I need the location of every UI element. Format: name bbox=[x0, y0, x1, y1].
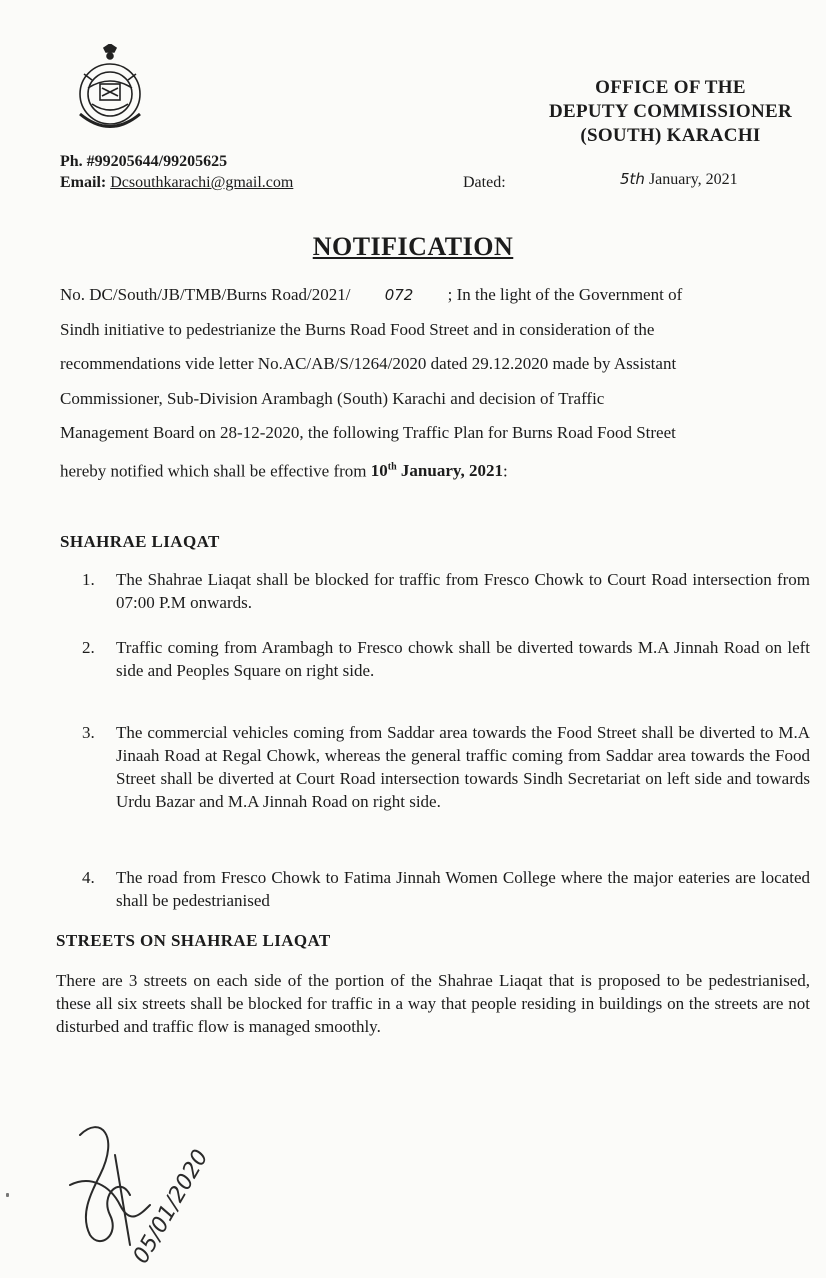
date-month-year: January, 2021 bbox=[648, 171, 738, 188]
reference-number-handwritten: 072 bbox=[384, 286, 414, 304]
list-item-text: The Shahrae Liaqat shall be blocked for traffic from Fresco Chowk to Court Road intersection from 07:00 P.M onwards. bbox=[116, 570, 810, 612]
office-line-3: (SOUTH) KARACHI bbox=[580, 125, 761, 146]
section-heading-shahrae-liaqat: SHAHRAE LIAQAT bbox=[60, 532, 220, 551]
office-heading bbox=[549, 76, 792, 148]
streets-paragraph: There are 3 streets on each side of the portion of the Shahrae Liaqat that is proposed to be pedestrianised, these all six streets shall be blocked for traffic in a way that people residing in buildings on the streets are not disturbed and traffic flow is managed smoothly. bbox=[56, 971, 810, 1036]
list-item-number: 1. bbox=[82, 570, 95, 589]
intro-paragraph bbox=[60, 278, 808, 489]
intro-line-3: recommendations vide letter No.AC/AB/S/1264/2020 dated 29.12.2020 made by Assistant bbox=[60, 354, 677, 373]
contact-info bbox=[60, 151, 293, 193]
signature-date-handwritten: 05/01/2020 bbox=[128, 1145, 214, 1268]
list-item-1 bbox=[82, 568, 810, 614]
list-item-number: 4. bbox=[82, 868, 95, 887]
phone-number: #99205644/99205625 bbox=[86, 153, 228, 170]
intro-line-4: Commissioner, Sub-Division Arambagh (South) Karachi and decision of Traffic bbox=[60, 388, 605, 408]
intro-line-5: Management Board on 28-12-2020, the following Traffic Plan for Burns Road Food Street bbox=[60, 423, 676, 442]
date-handwritten-day: 5th bbox=[620, 170, 645, 188]
email-link[interactable]: Dcsouthkarachi@gmail.com bbox=[110, 174, 294, 191]
email-label: Email: bbox=[60, 174, 107, 191]
section-heading-streets: STREETS ON SHAHRAE LIAQAT bbox=[56, 931, 331, 950]
notification-title: NOTIFICATION bbox=[312, 232, 514, 261]
list-item-2 bbox=[82, 636, 810, 682]
phone-line bbox=[60, 151, 293, 172]
intro-text-1: ; In the light of the Government of bbox=[447, 285, 683, 304]
list-item-4 bbox=[82, 866, 810, 912]
intro-last-prefix: hereby notified which shall be effective from bbox=[60, 461, 371, 481]
effective-day: 10 bbox=[370, 461, 388, 481]
office-line-2: DEPUTY COMMISSIONER bbox=[548, 101, 792, 122]
intro-last-suffix: : bbox=[502, 461, 508, 481]
intro-line-6 bbox=[60, 451, 808, 489]
office-line-1: OFFICE OF THE bbox=[595, 77, 746, 98]
scan-speck bbox=[6, 1193, 9, 1197]
reference-number-prefix: No. DC/South/JB/TMB/Burns Road/2021/ bbox=[60, 285, 351, 304]
effective-date bbox=[371, 461, 503, 480]
effective-day-suffix: th bbox=[387, 461, 397, 473]
date-value bbox=[620, 170, 738, 189]
dated-label: Dated: bbox=[463, 174, 506, 191]
effective-month-year: January, 2021 bbox=[396, 461, 503, 481]
list-item-3 bbox=[82, 721, 810, 813]
intro-line-1 bbox=[60, 278, 808, 313]
intro-line-2: Sindh initiative to pedestrianize the Burns Road Food Street and in consideration of the bbox=[60, 319, 655, 339]
list-item-text: The commercial vehicles coming from Saddar area towards the Food Street shall be diverted to M.A Jinaah Road at Regal Chowk, whereas the general traffic coming from Saddar area towards the Food Street shall be diverted at Court Road intersection towards Sindh Secretariat on left side and towards Urdu Bazar and M.A Jinnah Road on right side. bbox=[116, 723, 810, 811]
list-item-number: 2. bbox=[82, 638, 95, 657]
phone-label: Ph. bbox=[60, 153, 83, 170]
email-line bbox=[60, 172, 293, 193]
list-item-text: The road from Fresco Chowk to Fatima Jinnah Women College where the major eateries are located shall be pedestrianised bbox=[116, 868, 810, 910]
list-item-number: 3. bbox=[82, 723, 95, 742]
government-seal-emblem bbox=[62, 44, 158, 140]
handwritten-signature bbox=[60, 1115, 280, 1275]
list-item-text: Traffic coming from Arambagh to Fresco chowk shall be diverted towards M.A Jinnah Road on left side and Peoples Square on right side. bbox=[116, 638, 810, 680]
